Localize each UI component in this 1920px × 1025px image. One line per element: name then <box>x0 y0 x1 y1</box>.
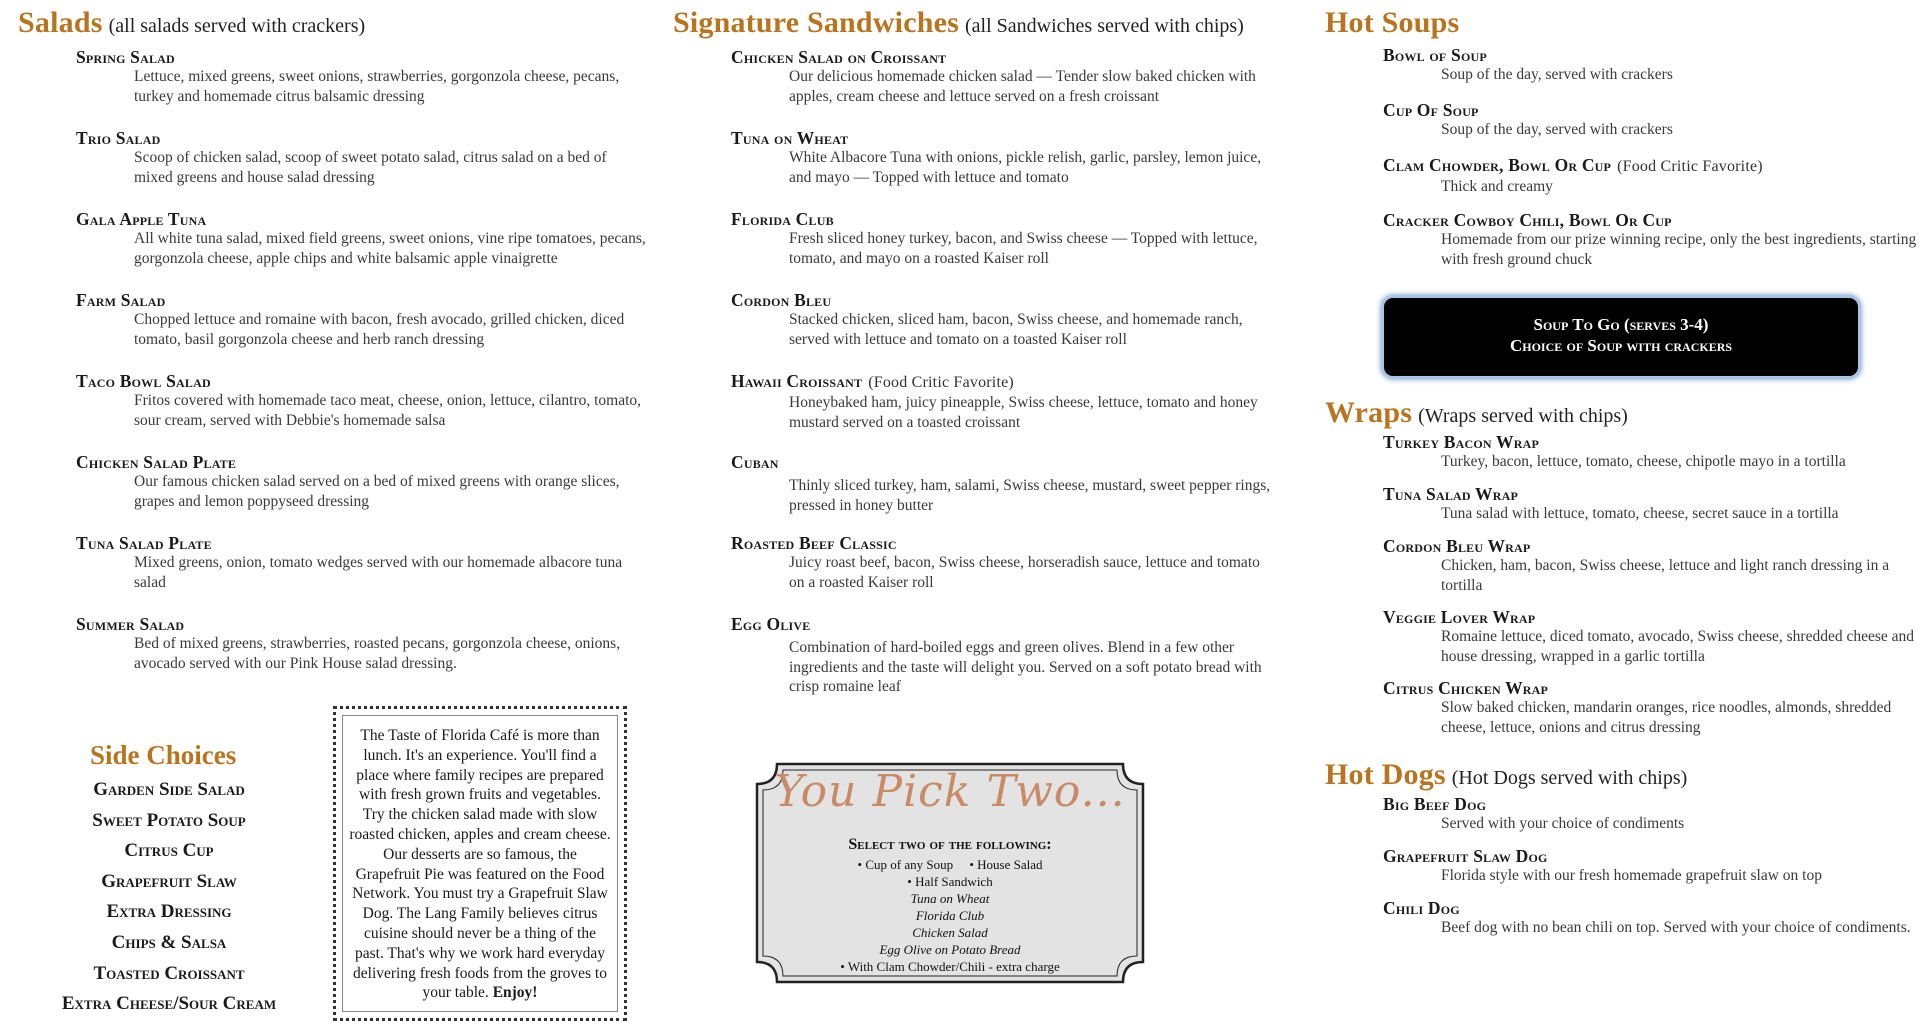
item-description: Juicy roast beef, bacon, Swiss cheese, horseradish sauce, lettuce and tomato on a roasted Kaiser roll <box>789 554 1260 591</box>
menu-item <box>1325 484 1920 536</box>
side-item: Garden Side Salad <box>93 779 245 800</box>
item-name: Summer Salad <box>76 614 185 634</box>
wraps-list <box>1325 432 1920 749</box>
story-enjoy: Enjoy! <box>492 984 538 1002</box>
item-description: Bed of mixed greens, strawberries, roasted pecans, gorgonzola cheese, onions, avocado served with our Pink House salad dressing. <box>134 635 621 672</box>
cafe-story-box <box>333 706 627 1021</box>
item-name <box>731 47 1273 67</box>
menu-item <box>18 614 648 695</box>
item-description: Chopped lettuce and romaine with bacon, fresh avocado, grilled chicken, diced tomato, basil gorgonzola cheese and herb ranch dressing <box>134 311 625 348</box>
sandwiches-title: Signature Sandwiches <box>673 6 960 39</box>
item-name: Gala Apple Tuna <box>76 209 207 229</box>
menu-item <box>1325 794 1920 846</box>
item-name <box>731 533 1273 553</box>
pick-two-option: • Half Sandwich <box>907 874 993 889</box>
pick-two-option: Florida Club <box>915 908 985 923</box>
item-name: Turkey Bacon Wrap <box>1383 432 1540 452</box>
side-item: Grapefruit Slaw <box>101 870 237 892</box>
item-name <box>1383 155 1920 177</box>
menu-item <box>673 47 1273 128</box>
item-description: Thick and creamy <box>1441 178 1553 195</box>
menu-item <box>18 533 648 614</box>
hotdogs-note: (Hot Dogs served with chips) <box>1451 767 1688 789</box>
item-name-text: Cordon Bleu <box>731 290 832 310</box>
soups-title: Hot Soups <box>1325 6 1460 39</box>
side-item: Chips & Salsa <box>111 931 227 953</box>
wraps-header <box>1325 396 1628 429</box>
item-description: Lettuce, mixed greens, sweet onions, strawberries, gorgonzola cheese, pecans, turkey and homemade citrus balsamic dressing <box>134 68 620 105</box>
item-description: Slow baked chicken, mandarin oranges, rice noodles, almonds, shredded cheese, lettuce, onions and citrus dressing <box>1441 699 1892 736</box>
item-name: Trio Salad <box>76 128 161 148</box>
pick-two-box <box>755 762 1145 984</box>
sandwiches-header <box>673 6 1273 39</box>
item-name: Chicken Salad Plate <box>76 452 237 472</box>
hotdogs-list <box>1325 794 1920 950</box>
soups-list <box>1325 45 1920 268</box>
item-description: Our delicious homemade chicken salad –– Tender slow baked chicken with apples, cream cheese and lettuce served on a fresh croissant <box>789 68 1256 105</box>
menu-item <box>1325 846 1920 898</box>
menu-item <box>1325 898 1920 950</box>
pick-two-option: • Cup of any Soup • House Salad <box>857 857 1043 872</box>
pick-two-option: Chicken Salad <box>912 925 988 940</box>
menu-item <box>1325 432 1920 484</box>
item-name-text: Bowl of Soup <box>1383 45 1487 65</box>
item-description: Beef dog with no bean chili on top. Served with your choice of condiments. <box>1441 919 1911 936</box>
item-name: Spring Salad <box>76 47 175 67</box>
pick-two-heading: Select two of the following: <box>848 836 1052 853</box>
side-item: Extra Cheese/Sour Cream <box>61 993 277 1015</box>
menu-item <box>18 209 648 290</box>
item-description: Fritos covered with homemade taco meat, cheese, onion, lettuce, cilantro, tomato, sour cream, served with Debbie's homemade salsa <box>134 392 642 429</box>
pick-two-options <box>755 856 1145 975</box>
salads-note: (all salads served with crackers) <box>108 15 366 37</box>
item-name <box>1383 100 1920 120</box>
hotdogs-header <box>1325 758 1687 791</box>
side-item: Toasted Croissant <box>93 962 245 984</box>
menu-item <box>673 452 1273 533</box>
item-name <box>731 290 1273 310</box>
item-description: Thinly sliced turkey, ham, salami, Swiss cheese, mustard, sweet pepper rings, pressed in honey butter <box>789 477 1271 514</box>
item-name-text: Florida Club <box>731 209 834 229</box>
soup-to-go-title: Soup To Go (serves 3-4) <box>1533 315 1709 334</box>
item-name <box>731 614 1273 634</box>
menu-item <box>673 614 1273 695</box>
item-name-text: Tuna on Wheat <box>731 128 849 148</box>
pick-two-content <box>755 762 1145 984</box>
menu-item <box>1325 607 1920 678</box>
item-description: Florida style with our fresh homemade grapefruit slaw on top <box>1441 867 1822 884</box>
item-description: Tuna salad with lettuce, tomato, cheese, secret sauce in a tortilla <box>1441 505 1839 522</box>
item-description: Homemade from our prize winning recipe, only the best ingredients, starting with fresh ground chuck <box>1441 231 1917 268</box>
item-name: Farm Salad <box>76 290 166 310</box>
menu-item <box>673 533 1273 614</box>
menu-item <box>18 371 648 452</box>
soups-section <box>1325 6 1920 268</box>
menu-item <box>1325 45 1920 100</box>
menu-item <box>673 290 1273 371</box>
menu-item <box>673 128 1273 209</box>
soups-header <box>1325 6 1920 39</box>
menu-item <box>1325 155 1920 210</box>
item-description: Scoop of chicken salad, scoop of sweet potato salad, citrus salad on a bed of mixed greens and house salad dressing <box>134 149 607 186</box>
item-description: Fresh sliced honey turkey, bacon, and Swiss cheese –– Topped with lettuce, tomato, and mayo on a roasted Kaiser roll <box>789 230 1258 267</box>
item-name: Chili Dog <box>1383 898 1460 918</box>
item-note: (Food Critic Favorite) <box>868 374 1014 391</box>
item-name: Grapefruit Slaw Dog <box>1383 846 1548 866</box>
menu-item <box>18 128 648 209</box>
item-name: Tuna Salad Plate <box>76 533 212 553</box>
menu-item <box>1325 536 1920 607</box>
item-description: Stacked chicken, sliced ham, bacon, Swiss cheese, and homemade ranch, served with lettuce and tomato on a toasted Kaiser roll <box>789 311 1243 348</box>
item-name: Taco Bowl Salad <box>76 371 211 391</box>
item-name <box>731 128 1273 148</box>
side-item: Extra Dressing <box>106 901 232 923</box>
salads-title: Salads <box>18 6 103 39</box>
cafe-story-text <box>342 715 618 1012</box>
item-name-text: Cup Of Soup <box>1383 100 1479 120</box>
item-description: Chicken, ham, bacon, Swiss cheese, lettuce and light ranch dressing in a tortilla <box>1441 557 1890 594</box>
item-note: (Food Critic Favorite) <box>1617 158 1763 175</box>
item-name-text: Roasted Beef Classic <box>731 533 897 553</box>
item-description: Soup of the day, served with crackers <box>1441 121 1673 138</box>
menu-item <box>18 290 648 371</box>
item-name: Cordon Bleu Wrap <box>1383 536 1531 556</box>
wraps-title: Wraps <box>1325 396 1413 429</box>
item-description: Combination of hard-boiled eggs and green olives. Blend in a few other ingredients and the taste will delight you. Served on a soft potato bread with crisp romaine leaf <box>789 639 1262 695</box>
salads-section <box>18 6 648 695</box>
menu-item <box>18 452 648 533</box>
menu-item <box>673 371 1273 452</box>
menu-item <box>18 47 648 128</box>
side-item: Citrus Cup <box>124 840 214 862</box>
item-description: All white tuna salad, mixed field greens, sweet onions, vine ripe tomatoes, pecans, gorgonzola cheese, apple chips and white balsamic apple vinaigrette <box>134 230 646 267</box>
item-name-text: Chicken Salad on Croissant <box>731 47 947 67</box>
item-description: Our famous chicken salad served on a bed of mixed greens with orange slices, grapes and lemon poppyseed dressing <box>134 473 620 510</box>
item-name <box>1383 45 1920 65</box>
side-item: Sweet Potato Soup <box>92 809 246 831</box>
item-name <box>731 452 1273 472</box>
story-paragraph: The Taste of Florida Café is more than lunch. It's an experience. You'll find a place where family recipes are prepared with fresh grown fruits and vegetables. Try the chicken salad made with slow roasted chicken, apples and cream cheese. Our desserts are so famous, the Grapefruit Pie was featured on the Food Network. You must try a Grapefruit Slaw Dog. The Lang Family believes citrus cuisine should never be a thing of the past. That's why we work hard everyday delivering fresh foods from the groves to your table. <box>349 727 611 1002</box>
item-description: Romaine lettuce, diced tomato, avocado, Swiss cheese, shredded cheese and house dressing, wrapped in a garlic tortilla <box>1441 628 1915 665</box>
salads-header <box>18 6 648 39</box>
wraps-note: (Wraps served with chips) <box>1418 405 1628 427</box>
menu-item <box>1325 100 1920 155</box>
menu-item <box>673 209 1273 290</box>
hotdogs-title: Hot Dogs <box>1325 758 1446 791</box>
soup-to-go-banner <box>1384 298 1858 376</box>
item-description: Soup of the day, served with crackers <box>1441 66 1673 83</box>
soup-to-go-subtitle: Choice of Soup with crackers <box>1509 336 1733 355</box>
item-name: Veggie Lover Wrap <box>1383 607 1536 627</box>
item-description: Mixed greens, onion, tomato wedges served with our homemade albacore tuna salad <box>134 554 623 591</box>
side-choices-title: Side Choices <box>90 740 237 770</box>
menu-item <box>1325 678 1920 749</box>
item-name-text: Hawaii Croissant <box>731 371 863 391</box>
item-name <box>1383 210 1920 230</box>
item-description: White Albacore Tuna with onions, pickle relish, garlic, parsley, lemon juice, and mayo –– Topped with lettuce and tomato <box>789 149 1262 186</box>
salads-list <box>18 47 648 695</box>
item-name: Big Beef Dog <box>1383 794 1487 814</box>
sandwiches-list <box>673 47 1273 695</box>
item-description: Honeybaked ham, juicy pineapple, Swiss cheese, lettuce, tomato and honey mustard served on a toasted croissant <box>789 394 1258 431</box>
pick-two-option: Egg Olive on Potato Bread <box>879 942 1021 957</box>
item-name: Citrus Chicken Wrap <box>1383 678 1549 698</box>
item-description: Served with your choice of condiments <box>1441 815 1685 832</box>
sandwiches-note: (all Sandwiches served with chips) <box>965 15 1244 37</box>
item-name-text: Cuban <box>731 452 779 472</box>
pick-two-option: • With Clam Chowder/Chili - extra charge <box>840 959 1060 974</box>
sandwiches-section <box>673 6 1273 695</box>
side-choices-list <box>24 775 314 1020</box>
item-name-text: Cracker Cowboy Chili, Bowl Or Cup <box>1383 210 1672 230</box>
pick-two-script-title: You Pick Two... <box>774 766 1126 817</box>
item-name: Tuna Salad Wrap <box>1383 484 1519 504</box>
pick-two-option: Tuna on Wheat <box>910 891 990 906</box>
item-name <box>731 371 1273 393</box>
item-name <box>731 209 1273 229</box>
menu-item <box>1325 210 1920 268</box>
item-name-text: Clam Chowder, Bowl Or Cup <box>1383 155 1612 175</box>
item-description: Turkey, bacon, lettuce, tomato, cheese, chipotle mayo in a tortilla <box>1441 453 1846 470</box>
item-name-text: Egg Olive <box>731 614 811 634</box>
